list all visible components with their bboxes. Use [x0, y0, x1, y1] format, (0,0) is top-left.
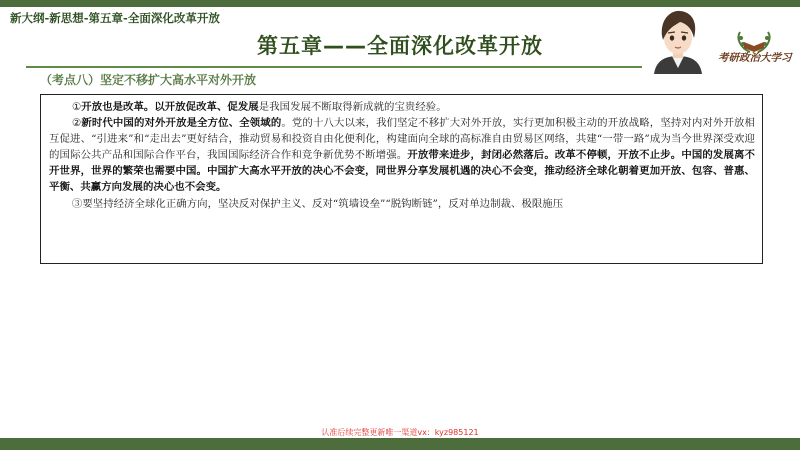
chapter-title: 第五章——全面深化改革开放: [257, 34, 543, 58]
para-bold-text: 新时代中国的对外开放是全方位、全领域的: [81, 117, 282, 130]
para-number: ①: [71, 101, 82, 113]
paragraph-2: [49, 115, 755, 195]
title-divider: [26, 66, 642, 68]
section-title: （考点八）坚定不移扩大高水平对外开放: [40, 73, 257, 87]
logo-text: 考研政治大学习: [718, 52, 792, 64]
paragraph-3: [49, 196, 755, 212]
breadcrumb: 新大纲-新思想-第五章-全面深化改革开放: [10, 11, 220, 25]
para-number: ③: [71, 197, 83, 210]
paragraph-1: [49, 99, 755, 115]
avatar: [646, 6, 710, 74]
para-bold-text: 开放带来进步，封闭必然落后。改革不停顿，开放不止步。中国的发展离不开世界，世界的繁荣也需要中国。中国扩大高水平开放的决心不会变，同世界分享发展机遇的决心不会变，推动经济全球化朝着更加开放、包容、普惠、平衡、共赢方向发展的决心也不会变。: [49, 149, 755, 194]
watermark-text: 认准后续完整更新唯一渠道vx：kyz985121: [321, 428, 479, 437]
para-text: 要坚持经济全球化正确方向，坚决反对保护主义、反对“筑墙设垒”“脱钩断链”，反对单边制裁、极限施压: [82, 197, 564, 210]
content-box: [40, 94, 763, 264]
para-text: 。党的十八大以来，我们坚定不移扩大对外开放，实行更加积极主动的开放战略，坚持对内对外开放相互促进、“引进来”和“走出去”更好结合，推动贸易和投资自由化便利化，构建面向全球的高标准自由贸易区网络，共建“一带一路”成为当今世界深受欢迎的国际公共产品和国际合作平台，我国国际经济合作和竞争新优势不断增强。: [49, 117, 755, 162]
para-bold-text: 开放也是改革。以开放促改革、促发展: [81, 101, 259, 113]
para-number: ②: [71, 117, 82, 130]
bottom-accent-bar: [0, 438, 800, 450]
para-text: 是我国发展不断取得新成就的宝贵经验。: [258, 101, 447, 113]
